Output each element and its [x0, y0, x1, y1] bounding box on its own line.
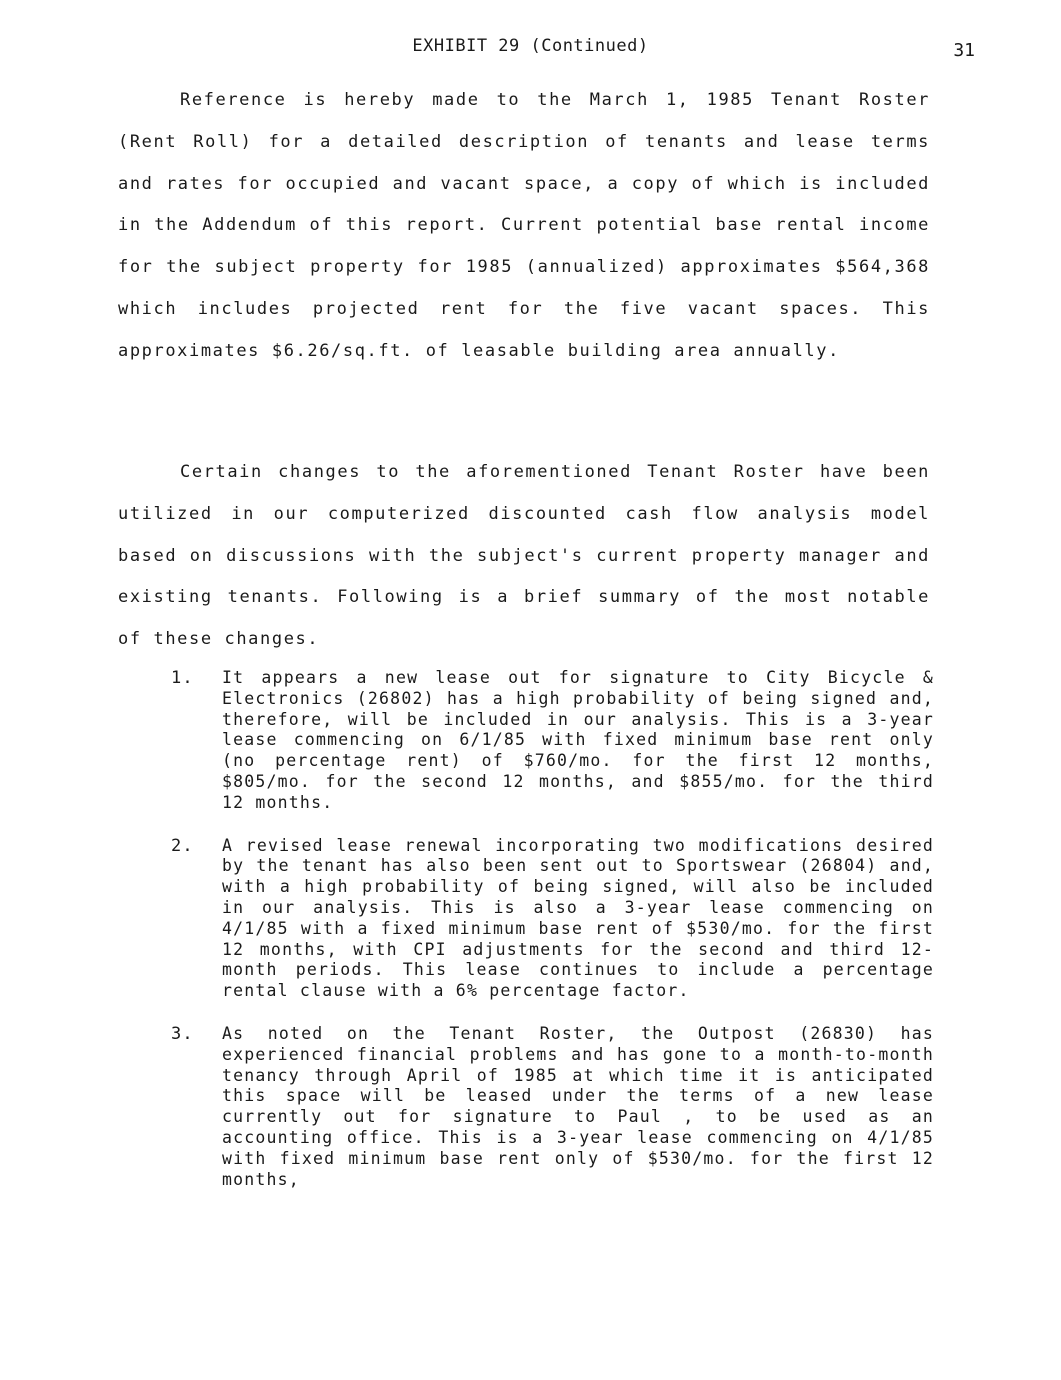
list-item-text: A revised lease renewal incorporating two modifications desired by the tenant has also been sent out to Sportswear (26804) and, with a high probability of being signed, will also be included in our analysis. This is also a 3-year lease commencing on 4/1/85 with a fixed minimum base rent of $530/mo. for the first 12 months, with CPI adjustments for the second and third 12-month periods. This lease continues to include a percentage rental clause with a 6% percentage factor. [222, 835, 934, 1001]
exhibit-header: EXHIBIT 29 (Continued) [412, 36, 649, 56]
paragraph-roster-changes: Certain changes to the aforementioned Tenant Roster have been utilized in our computerized discounted cash flow analysis model based on discussions with the subject's current property manager and existing tenants. Following is a brief summary of the most notable of these changes. [118, 462, 930, 650]
page-number: 31 [953, 40, 975, 61]
list-item [0, 836, 1061, 1002]
list-item-number: 3. [171, 1023, 194, 1044]
list-item [0, 1024, 1061, 1190]
list-item-text: As noted on the Tenant Roster, the Outpost (26830) has experienced financial problems and has gone to a month-to-month tenancy through April of 1985 at which time it is anticipated this space will be leased under the terms of a new lease currently out for signature to Paul , to be used as an accounting office. This is a 3-year lease commencing on 4/1/85 with fixed minimum base rent only of $530/mo. for the first 12 months, [222, 1023, 934, 1189]
list-item-number: 2. [171, 835, 194, 856]
changes-list [0, 668, 1061, 1190]
list-item-text: It appears a new lease out for signature to City Bicycle & Electronics (26802) has a high probability of being signed and, therefore, will be included in our analysis. This is a 3-year lease commencing on 6/1/85 with fixed minimum base rent only (no percentage rent) of $760/mo. for the first 12 months, $805/mo. for the second 12 months, and $855/mo. for the third 12 months. [222, 668, 934, 812]
list-item-number: 1. [171, 668, 194, 688]
list-item [0, 668, 1061, 814]
paragraph-rent-roll: Reference is hereby made to the March 1, 1985 Tenant Roster (Rent Roll) for a detailed description of tenants and lease terms and rates for occupied and vacant space, a copy of which is included in the Addendum of this report. Current potential base rental income for the subject property for 1985 (annualized) approximates $564,368 which includes projected rent for the five vacant spaces. This approximates $6.26/sq.ft. of leasable building area annually. [118, 90, 930, 361]
